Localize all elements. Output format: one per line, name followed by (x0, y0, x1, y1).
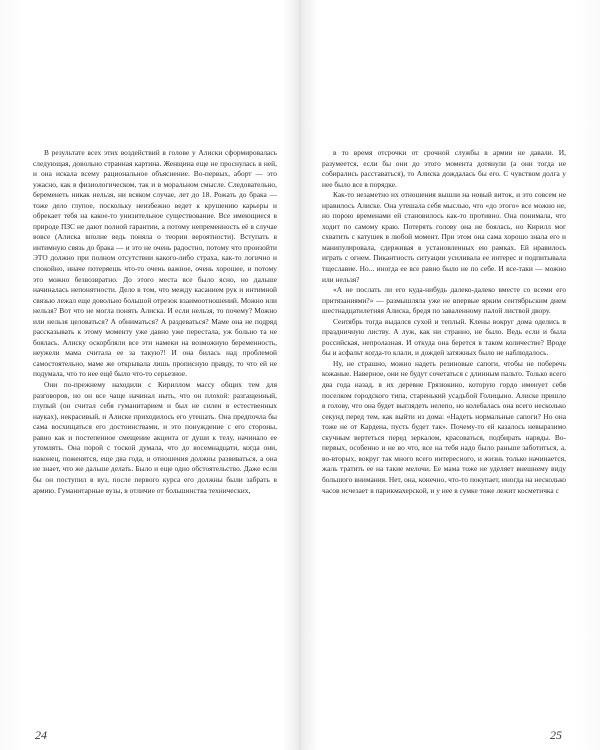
right-paragraph-4: Сентябрь тогда выдался сухой и теплый. Клены вокруг дома оделись в праздничную листву. А луж, как ни странно, не было. Ведь если и была российская, непролазная. И откуда она берется в таком количестве? Вроде бы и асфальт когда-то клали, и дождей затяжных было не наблюдалось. (322, 316, 566, 358)
left-paragraph-1: В результате всех этих воздействий в голове у Алиски сформировалась следующая, довольно странная картина. Женщина еще не проснулась в ней, и она искала всему рациональное объяснение. Во-первых, аборт — это ужасно, как в физиологическом, так и в моральном смысле. Следовательно, беременеть никак нельзя, ни всяком случае, лет до 18. Рожать до брака — тоже дело глупое, поскольку неизбежно ведет к крушению карьеры и обрекает тебя на какое-то унизительное существование. Все имеющиеся в природе ПЗС не дают полной гарантии, а потому непременность её в случае вовсе (Алиска вполне ведь поняла о теории вероятности). Вступать в интимную связь до брака — и это не очень радостно, потому что произойти ЭТО должно при полном отсутствии какого-либо страха, как-то логично и спокойно, иначе потеряешь что-то очень важное, очень хорошее, и потому это можно безвозвратно. До этого места все было ясно, но дальше начиналась непонятности. Дело в том, что между касанием рук и интимной связью лежал еще довольно большой отрезок взаимоотношений. Можно или нельзя? Вот что не могла понять Алиска. И если нельзя, то почему? Можно или нельзя целоваться? А обниматься? А раздеваться? Маме она не подряд рассказывать к этому моменту уже давно уже перестала, уж больно та не боялась. Алиску оскорбляли все эти намеки на возможную беременность, неужели мама считала ее за такую?! И она билась над проблемой самостоятельно, маме же открывала лишь прописную правду, то что ей не подумала, что то нее ещё было что-то серьезное. (33, 148, 277, 379)
right-paragraph-2: Как-то незаметно их отношения вышли на новый виток, и это совсем не нравилось Алиске. Она утешала себя мыслью, что «до этого» все можно не, но порою временами ей становилось как-то противно. Она понимала, что ходит по самому краю. Потерять голову она не боялась, но Кирилл мог схватить с катушек в любой момент. При этом она сама хорошо знала его и манипулировала, сдерживая в установленных ею рамках. Ей нравилось играть с огнем. Пикантность ситуации усиливала ее интерес и подпитывала тщеславие. Но... иногда ее все равно было не по себе. И все-таки — можно или нельзя? (322, 190, 566, 284)
right-paragraph-3: «А не послать ли его куда-нибудь далеко-далеко вместе со всеми его притязаниями?» — размышляла уже не впервые ярким сентябрьским днем шестнадцатилетняя Алиска, бредя по заваленному палой листвой двору. (322, 285, 566, 316)
right-page (322, 148, 566, 742)
left-paragraph-2: Они по-прежнему находили с Кириллом массу общих тем для разговоров, но он все чаще начинал ныть, что он плохой: разгащенный, глупый (он считал себя гуманитарием и был не силен в естественных науках), некрасивый, и Алиске приходилось его утешать. Она предпочла бы сама восхищаться его достоинствами, и это понуждение с его стороны, равно как и постепенное смещение акцента от души к телу, начинало ее утомлять. Она порой с тоской думала, что до восемнадцати, когда они, наконец, поженятся, еще два года, и отношения должны развиваться, а она не знает, что же дальше делать. Было и еще одно обстоятельство. Даже если бы он поступил в вуз, после первого курса его должны были забрать в армию. Гуманитарные вузы, в отличие от большинства технических, (33, 380, 277, 495)
right-page-number: 25 (550, 728, 562, 742)
right-paragraph-5: Ну, не страшно, можно надеть резиновые сапоги, чтобы не поберечь кожаные. Наверное, они не будут сочетаться с длинным пальто. Только всего два года назад, в их деревне Грязюкино, которую гордо именует себя поселком городского типа, старенький усадьбой Голицыно. Алиске пришло в голову, что она будет выглядеть нелепо, но колебалась она всего несколько секунд перед тем, как выйти из дома: «Надеть нормальные сапоги? Но она тоже не от Кардена, пусть будет так». Почему-то ей казалось невыразимо скучным вертеться перед зеркалом, красоваться, подбирать наряды. Во-первых, особенно и не во что, все на тебя надо было раньше заботиться, а, во-вторых, вокруг так много всего интересного, и жизнь только начинается, жаль тратить ее на такие мелочи. Ее мама тоже не уделяет внешнему виду большого внимания. Нет, она, конечно, что-то покупает, иногда на несколько часов исчезает в парикмахерской, и у нее в сумке тоже лежит косметичка с (322, 358, 566, 495)
left-page-number: 24 (35, 728, 47, 742)
left-page (33, 148, 277, 742)
right-paragraph-1: в то время отсрочки от срочной службы в армии не давали. И, разумеется, если бы они до этого момента дотянули (а они тогда не собирались расставаться), то Алиска дождалась бы его. С чувством долга у нее было все в порядке. (322, 148, 566, 189)
